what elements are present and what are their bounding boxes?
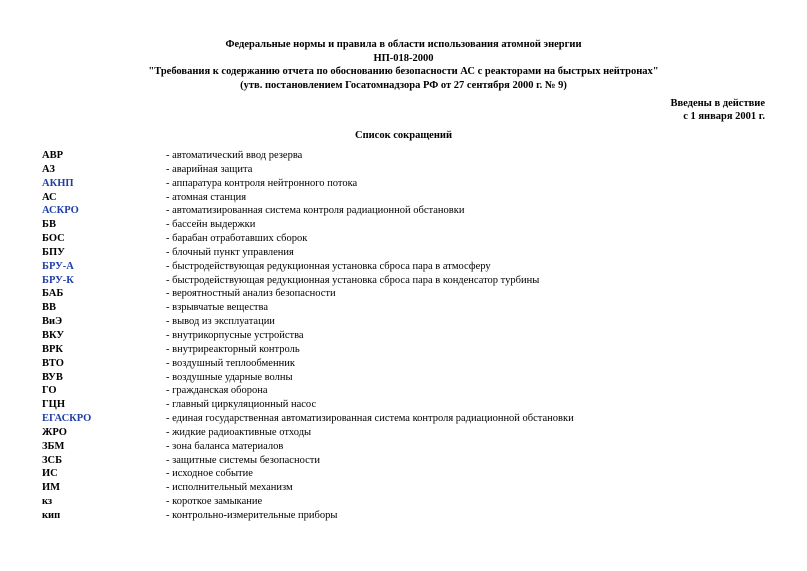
abbreviation-row xyxy=(42,330,782,344)
abbreviation-link[interactable]: АКНП xyxy=(42,177,74,189)
abbreviation-row xyxy=(42,372,782,386)
abbreviation-description: - вероятностный анализ безопасности xyxy=(166,288,336,300)
abbreviation-link[interactable]: БРУ-А xyxy=(42,260,74,272)
abbreviation-description: - барабан отработавших сборок xyxy=(166,233,308,245)
effective-date-block xyxy=(670,97,765,123)
abbreviation-description: - быстродействующая редукционная установка сброса пара в атмосферу xyxy=(166,260,491,272)
effective-label: Введены в действие xyxy=(670,98,765,109)
abbreviation-row xyxy=(42,399,782,413)
abbreviation-code: АЗ xyxy=(42,163,55,175)
abbreviation-code: АВР xyxy=(42,150,63,161)
abbreviation-code: ВиЭ xyxy=(42,316,63,328)
header-document-code: НП-018-2000 xyxy=(373,52,434,64)
abbreviation-description: - внутриреакторный контроль xyxy=(166,343,300,355)
abbreviation-code: БВ xyxy=(42,219,56,231)
abbreviation-description: - воздушный теплообменник xyxy=(166,357,295,369)
abbreviation-description: - блочный пункт управления xyxy=(166,246,294,258)
abbreviation-row xyxy=(42,441,782,455)
abbreviation-description: - автоматический ввод резерва xyxy=(166,150,303,161)
abbreviation-row xyxy=(42,178,782,192)
abbreviation-description: - аварийная защита xyxy=(166,163,253,175)
abbreviation-code: ИС xyxy=(42,468,58,480)
abbreviation-description: - защитные системы безопасности xyxy=(166,454,320,466)
header-document-name: "Требования к содержанию отчета по обоснованию безопасности АС с реакторами на быстрых нейтронах" xyxy=(148,66,659,78)
abbreviation-description: - гражданская оборона xyxy=(166,385,268,397)
abbreviation-description: - единая государственная автоматизированная система контроля радиационной обстановки xyxy=(166,413,574,425)
abbreviation-row xyxy=(42,413,782,427)
abbreviation-description: - главный циркуляционный насос xyxy=(166,399,317,411)
abbreviation-row xyxy=(42,302,782,316)
abbreviation-code: ВВ xyxy=(42,302,57,314)
abbreviation-row xyxy=(42,510,782,524)
abbreviation-code: ВТО xyxy=(42,357,64,369)
abbreviation-description: - исходное событие xyxy=(166,468,253,480)
abbreviation-link[interactable]: ЕГАСКРО xyxy=(42,413,92,425)
header-approval-note: (утв. постановлением Госатомнадзора РФ от 27 сентября 2000 г. № 9) xyxy=(240,79,567,91)
abbreviation-link[interactable]: БРУ-К xyxy=(42,274,74,286)
abbreviation-row xyxy=(42,468,782,482)
abbreviation-row xyxy=(42,261,782,275)
abbreviation-row xyxy=(42,482,782,496)
abbreviation-description: - внутрикорпусные устройства xyxy=(166,329,304,341)
document-header xyxy=(0,38,807,92)
abbreviation-code: кип xyxy=(42,509,61,521)
abbreviation-description: - воздушные ударные волны xyxy=(166,371,293,383)
abbreviation-row xyxy=(42,288,782,302)
abbreviation-code: БАБ xyxy=(42,288,64,300)
abbreviation-description: - автоматизированная система контроля радиационной обстановки xyxy=(166,205,465,217)
abbreviation-row xyxy=(42,164,782,178)
abbreviation-row xyxy=(42,205,782,219)
abbreviation-row xyxy=(42,385,782,399)
abbreviation-code: ИМ xyxy=(42,482,61,494)
abbreviation-description: - контрольно-измерительные приборы xyxy=(166,509,338,521)
abbreviation-code: ВУВ xyxy=(42,371,63,383)
abbreviation-row xyxy=(42,247,782,261)
abbreviations-list xyxy=(42,150,782,524)
abbreviation-code: АС xyxy=(42,191,57,203)
abbreviation-description: - взрывчатые вещества xyxy=(166,302,268,314)
abbreviation-description: - короткое замыкание xyxy=(166,496,263,508)
header-regulation-title: Федеральные нормы и правила в области использования атомной энергии xyxy=(225,39,582,50)
abbreviation-code: ГЦН xyxy=(42,399,66,411)
abbreviation-code: БПУ xyxy=(42,246,65,258)
abbreviation-row xyxy=(42,219,782,233)
abbreviation-row xyxy=(42,358,782,372)
abbreviation-row xyxy=(42,233,782,247)
abbreviation-code: ЗСБ xyxy=(42,454,63,466)
abbreviation-description: - жидкие радиоактивные отходы xyxy=(166,426,312,438)
abbreviation-code: кз xyxy=(42,496,53,508)
abbreviation-description: - бассейн выдержки xyxy=(166,219,256,231)
abbreviation-row xyxy=(42,455,782,469)
abbreviation-description: - исполнительный механизм xyxy=(166,482,293,494)
abbreviation-row xyxy=(42,496,782,510)
effective-date: с 1 января 2001 г. xyxy=(683,111,765,122)
abbreviation-code: ВКУ xyxy=(42,329,65,341)
abbreviation-description: - атомная станция xyxy=(166,191,247,203)
abbreviation-code: ВРК xyxy=(42,343,64,355)
abbreviation-row xyxy=(42,275,782,289)
abbreviation-description: - вывод из эксплуатации xyxy=(166,316,275,328)
abbreviation-description: - зона баланса материалов xyxy=(166,440,284,452)
abbreviation-row xyxy=(42,427,782,441)
abbreviation-row xyxy=(42,344,782,358)
abbreviations-title: Список сокращений xyxy=(355,130,452,141)
abbreviation-row xyxy=(42,316,782,330)
abbreviation-code: ЗБМ xyxy=(42,440,65,452)
abbreviation-description: - быстродействующая редукционная установка сброса пара в конденсатор турбины xyxy=(166,274,540,286)
abbreviation-row xyxy=(42,192,782,206)
abbreviation-row xyxy=(42,150,782,164)
abbreviation-code: ГО xyxy=(42,385,57,397)
abbreviation-code: БОС xyxy=(42,233,65,245)
abbreviation-code: ЖРО xyxy=(42,426,67,438)
abbreviation-description: - аппаратура контроля нейтронного потока xyxy=(166,177,358,189)
abbreviation-link[interactable]: АСКРО xyxy=(42,205,79,217)
